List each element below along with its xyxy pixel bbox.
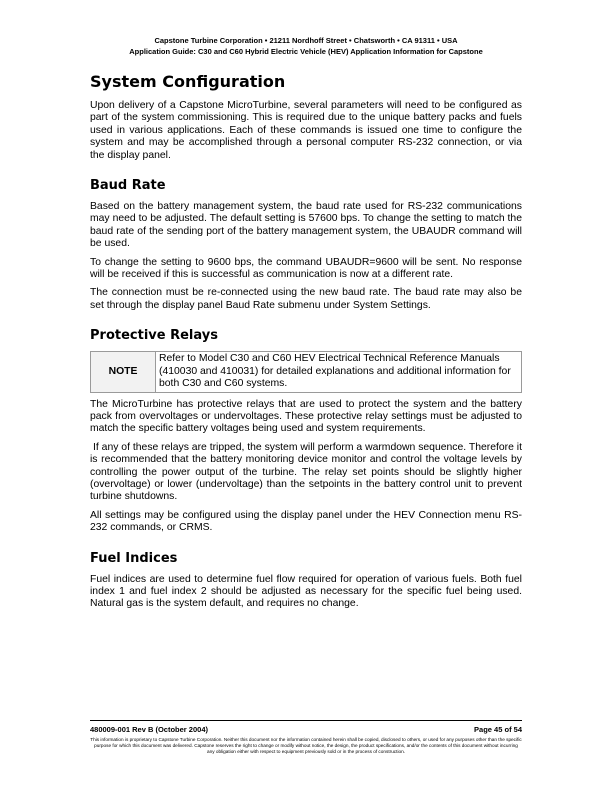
baud-rate-paragraph-1: Based on the battery management system, the baud rate used for RS-232 communications may need to be adjusted. The default setting is 57600 bps. To change the setting to match the baud rate of the sending port of the battery management system, the UBAUDR command will be used. xyxy=(90,201,522,250)
section-title-baud-rate: Baud Rate xyxy=(90,178,166,194)
protective-relays-paragraph-1: The MicroTurbine has protective relays that are used to protect the system and the battery pack from overvoltages or undervoltages. These protective relay settings must be adjusted to match the specific battery voltages being used and system requirements. xyxy=(90,398,522,435)
document-body xyxy=(90,72,522,617)
footer-page-number: Page 45 of 54 xyxy=(474,725,522,734)
fuel-indices-paragraph: Fuel indices are used to determine fuel flow required for operation of various fuels. Both fuel index 1 and fuel index 2 should be adjusted as necessary for the specific fuel being used. Natural gas is the system default, and requires no change. xyxy=(90,573,522,610)
header-address: Capstone Turbine Corporation • 21211 Nordhoff Street • Chatsworth • CA 91311 • USA xyxy=(154,36,458,45)
baud-rate-paragraph-3: The connection must be re-connected using the new baud rate. The baud rate may also be set through the display panel Baud Rate submenu under System Settings. xyxy=(90,287,522,311)
note-box xyxy=(90,351,522,392)
note-text: Refer to Model C30 and C60 HEV Electrical Technical Reference Manuals (410030 and 410031) for detailed explanations and additional information for both C30 and C60 systems. xyxy=(156,352,522,392)
section-title-system-configuration: System Configuration xyxy=(90,72,286,91)
note-label: NOTE xyxy=(91,352,156,392)
footer-doc-number: 480009-001 Rev B (October 2004) xyxy=(90,725,208,734)
page-header xyxy=(60,35,552,57)
protective-relays-paragraph-2: If any of these relays are tripped, the system will perform a warmdown sequence. Therefore it is recommended that the battery monitoring device monitor and control the voltage levels by controlling the power output of the turbine. The relay set points should be slightly higher (overvoltage) or lower (undervoltage) than the setpoints in the battery control unit to prevent turbine shutdowns. xyxy=(90,441,522,503)
baud-rate-paragraph-2: To change the setting to 9600 bps, the command UBAUDR=9600 will be sent. No response will be received if this is successful as communication is now at a different rate. xyxy=(90,256,522,281)
footer-disclaimer: This information is proprietary to Capstone Turbine Corporation. Neither this document nor the information contained herein shall be copied, disclosed to others, or used for any purposes other than the specific purpose for which this document was delivered. Capstone reserves the right to change or modify without notice, the design, the product specifications, and/or the contents of this document without incurring any obligation either with respect to equipment previously sold or in the process of construction. xyxy=(90,737,522,754)
section-title-protective-relays: Protective Relays xyxy=(90,328,218,344)
header-guide-title: Application Guide: C30 and C60 Hybrid Electric Vehicle (HEV) Application Information for Capstone xyxy=(129,47,483,56)
page-footer xyxy=(90,720,522,755)
protective-relays-paragraph-3: All settings may be configured using the display panel under the HEV Connection menu RS-232 commands, or CRMS. xyxy=(90,509,522,534)
system-configuration-paragraph: Upon delivery of a Capstone MicroTurbine, several parameters will need to be configured as part of the system commissioning. This is required due to the unique battery packs and fuels used in various applications. Each of these commands is issued one time to configure the system and may be accomplished through a personal computer RS-232 connection, or via the display panel. xyxy=(90,100,522,161)
section-title-fuel-indices: Fuel Indices xyxy=(90,550,178,566)
